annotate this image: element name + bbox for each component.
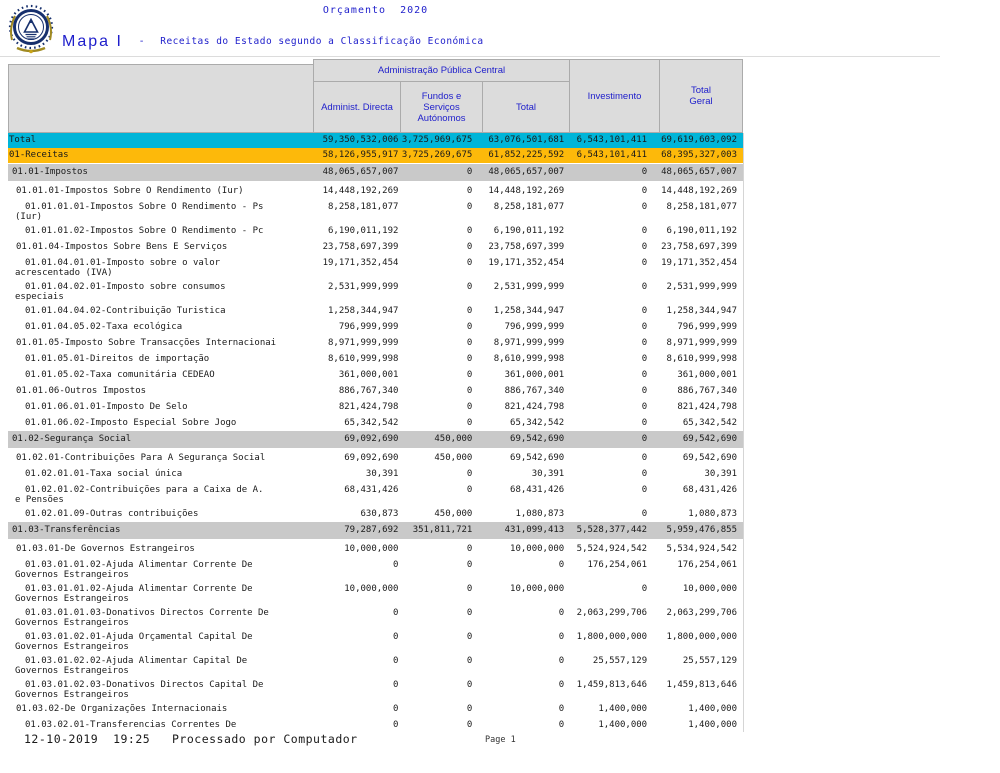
cell-value: 0 xyxy=(558,632,565,642)
cell-value: 5,534,924,542 xyxy=(666,544,737,554)
table-body xyxy=(8,133,744,732)
cell-value: 0 xyxy=(466,632,473,642)
cell-value: 1,080,873 xyxy=(688,509,737,519)
cell-value: 2,063,299,706 xyxy=(576,608,648,618)
column-header-fundos-servicos-autonomos: Fundos e Serviços Autónomos xyxy=(400,81,483,133)
map-separator: - xyxy=(138,36,145,47)
cell-value: 69,542,690 xyxy=(682,453,737,463)
table-row xyxy=(8,350,743,366)
cell-value: 821,424,798 xyxy=(504,402,565,412)
row-label-line1: 01.01.05-Imposto Sobre Transacções Internacionai xyxy=(16,338,277,348)
cell-value: 68,431,426 xyxy=(510,485,565,495)
cell-value: 351,811,721 xyxy=(412,525,473,535)
cell-value: 6,543,101,411 xyxy=(576,150,648,160)
row-label xyxy=(8,704,314,714)
row-label xyxy=(8,560,314,580)
cell-value: 63,076,501,681 xyxy=(488,135,565,145)
row-label-line1: 01.01.01-Impostos Sobre O Rendimento (Iur) xyxy=(16,186,244,196)
row-label-line1: 01.03-Transferências xyxy=(12,525,121,535)
cell-value: 2,531,999,999 xyxy=(493,282,565,292)
cell-value: 1,800,000,000 xyxy=(576,632,648,642)
row-label xyxy=(8,544,314,554)
table-row xyxy=(8,628,743,652)
row-label xyxy=(8,306,314,316)
table-row xyxy=(8,148,743,163)
cell-value: 0 xyxy=(466,680,473,690)
column-header-total-geral: Total Geral xyxy=(659,59,743,133)
row-label xyxy=(8,354,314,364)
cell-value: 19,171,352,454 xyxy=(322,258,399,268)
cell-value: 69,092,690 xyxy=(344,434,399,444)
cell-value: 30,391 xyxy=(704,469,737,479)
cell-value: 0 xyxy=(641,322,648,332)
cell-value: 0 xyxy=(466,584,473,594)
cell-value: 3,725,969,675 xyxy=(401,135,473,145)
row-label xyxy=(8,632,314,652)
table-row xyxy=(8,334,743,350)
table-row xyxy=(8,164,743,181)
cell-value: 19,171,352,454 xyxy=(488,258,565,268)
row-label-line1: 01.03.01.01.02-Ajuda Alimentar Corrente De xyxy=(25,560,253,570)
row-label-line1: 01.01.06.02-Imposto Especial Sobre Jogo xyxy=(25,418,237,428)
cell-value: 0 xyxy=(641,242,648,252)
table-row xyxy=(8,700,743,716)
cell-value: 48,065,657,007 xyxy=(322,167,399,177)
table-row xyxy=(8,278,743,302)
cell-value: 8,610,999,998 xyxy=(493,354,565,364)
cell-value: 0 xyxy=(466,402,473,412)
cell-value: 431,099,413 xyxy=(504,525,565,535)
row-label-line1: 01.01.01.02-Impostos Sobre O Rendimento - Pc xyxy=(25,226,264,236)
row-label xyxy=(8,186,314,196)
row-label xyxy=(8,469,314,479)
cell-value: 176,254,061 xyxy=(587,560,648,570)
row-label xyxy=(8,338,314,348)
row-label-line1: 01.03.01.01.02-Ajuda Alimentar Corrente De xyxy=(25,584,253,594)
row-label-line1: 01.01.04-Impostos Sobre Bens E Serviços xyxy=(16,242,228,252)
cell-value: 0 xyxy=(466,560,473,570)
cell-value: 0 xyxy=(466,202,473,212)
cell-value: 630,873 xyxy=(360,509,399,519)
cell-value: 10,000,000 xyxy=(510,584,565,594)
cell-value: 0 xyxy=(641,509,648,519)
cell-value: 0 xyxy=(641,453,648,463)
cell-value: 796,999,999 xyxy=(338,322,399,332)
row-label-line1: 01.03.01.02.03-Donativos Directos Capital De xyxy=(25,680,264,690)
cell-value: 0 xyxy=(466,167,473,177)
table-row xyxy=(8,182,743,198)
cell-value: 1,459,813,646 xyxy=(576,680,648,690)
table-row xyxy=(8,382,743,398)
cell-value: 0 xyxy=(393,656,399,666)
cell-value: 0 xyxy=(393,680,399,690)
cell-value: 59,350,532,006 xyxy=(322,135,399,145)
cell-value: 0 xyxy=(466,226,473,236)
cell-value: 65,342,542 xyxy=(510,418,565,428)
cell-value: 2,531,999,999 xyxy=(327,282,399,292)
cell-value: 65,342,542 xyxy=(344,418,399,428)
cell-value: 0 xyxy=(466,338,473,348)
cell-value: 0 xyxy=(641,370,648,380)
cell-value: 0 xyxy=(466,469,473,479)
row-label xyxy=(8,584,314,604)
cell-value: 23,758,697,399 xyxy=(661,242,737,252)
row-label-line2: Governos Estrangeiros xyxy=(15,690,129,700)
cell-value: 14,448,192,269 xyxy=(322,186,399,196)
cell-value: 6,543,101,411 xyxy=(576,135,648,145)
cell-value: 0 xyxy=(641,167,648,177)
row-label xyxy=(8,680,314,700)
cell-value: 0 xyxy=(466,282,473,292)
cell-value: 0 xyxy=(641,386,648,396)
row-label xyxy=(8,370,314,380)
cell-value: 69,542,690 xyxy=(682,434,737,444)
table-row xyxy=(8,254,743,278)
row-label-line2: Governos Estrangeiros xyxy=(15,618,129,628)
cell-value: 796,999,999 xyxy=(677,322,737,332)
row-label xyxy=(8,608,314,628)
table-row xyxy=(8,431,743,448)
cell-value: 0 xyxy=(466,704,473,714)
cell-value: 0 xyxy=(466,322,473,332)
cell-value: 8,258,181,077 xyxy=(493,202,565,212)
cell-value: 0 xyxy=(393,560,399,570)
row-label-line2: Governos Estrangeiros xyxy=(15,642,129,652)
table-row xyxy=(8,449,743,465)
cell-value: 58,126,955,917 xyxy=(322,150,399,160)
row-label-line2: Governos Estrangeiros xyxy=(15,570,129,580)
cell-value: 23,758,697,399 xyxy=(322,242,399,252)
row-label-line1: 01.01.04.05.02-Taxa ecológica xyxy=(25,322,183,332)
cell-value: 48,065,657,007 xyxy=(488,167,565,177)
cell-value: 5,524,924,542 xyxy=(576,544,648,554)
cell-value: 1,400,000 xyxy=(688,704,737,714)
cell-value: 0 xyxy=(558,680,565,690)
footer-page-number: Page 1 xyxy=(485,735,516,745)
cell-value: 1,258,344,947 xyxy=(327,306,399,316)
document-title: Orçamento 2020 xyxy=(322,5,429,16)
footer-datetime: 12-10-2019 19:25 xyxy=(24,732,151,746)
cell-value: 0 xyxy=(641,338,648,348)
table-row xyxy=(8,540,743,556)
cell-value: 0 xyxy=(466,418,473,428)
table-row xyxy=(8,414,743,430)
column-header-administ-directa: Administ. Directa xyxy=(313,81,401,133)
cell-value: 0 xyxy=(393,632,399,642)
cell-value: 0 xyxy=(466,354,473,364)
cell-value: 0 xyxy=(466,242,473,252)
row-label-line1: 01.02.01.02-Contribuições para a Caixa de A. xyxy=(25,485,264,495)
cell-value: 10,000,000 xyxy=(682,584,737,594)
row-label xyxy=(8,202,314,222)
row-label xyxy=(8,509,314,519)
cell-value: 0 xyxy=(641,202,648,212)
map-heading xyxy=(62,31,484,51)
cell-value: 69,092,690 xyxy=(344,453,399,463)
cell-value: 886,767,340 xyxy=(338,386,399,396)
cell-value: 450,000 xyxy=(434,453,473,463)
cell-value: 361,000,001 xyxy=(677,370,737,380)
row-label xyxy=(8,242,314,252)
cell-value: 0 xyxy=(466,306,473,316)
cell-value: 8,258,181,077 xyxy=(666,202,737,212)
footer-processed-by: Processado por Computador xyxy=(172,732,358,746)
table-row xyxy=(8,318,743,334)
row-label-line1: 01.03.01.01.03-Donativos Directos Corrente De xyxy=(25,608,269,618)
row-label-line1: 01.01-Impostos xyxy=(12,167,88,177)
row-label xyxy=(8,402,314,412)
cell-value: 0 xyxy=(393,608,399,618)
cell-value: 1,459,813,646 xyxy=(666,680,737,690)
cell-value: 5,959,476,855 xyxy=(666,525,737,535)
table-row xyxy=(8,505,743,521)
table-row xyxy=(8,556,743,580)
table-row xyxy=(8,676,743,700)
table-row xyxy=(8,198,743,222)
table-row xyxy=(8,133,743,148)
cell-value: 0 xyxy=(641,226,648,236)
cell-value: 19,171,352,454 xyxy=(661,258,737,268)
table-row xyxy=(8,398,743,414)
cell-value: 0 xyxy=(641,434,648,444)
cell-value: 0 xyxy=(641,584,648,594)
row-label-line1: 01.01.05.02-Taxa comunitária CEDEAO xyxy=(25,370,215,380)
row-label-line1: 01.01.06.01.01-Imposto De Selo xyxy=(25,402,188,412)
row-label-line2: (Iur) xyxy=(15,212,43,222)
row-label xyxy=(8,164,314,181)
cell-value: 0 xyxy=(393,720,399,730)
cell-value: 23,758,697,399 xyxy=(488,242,565,252)
cell-value: 69,542,690 xyxy=(510,434,565,444)
cell-value: 30,391 xyxy=(531,469,565,479)
row-label xyxy=(8,386,314,396)
row-label-line1: Total xyxy=(9,135,37,145)
cell-value: 8,971,999,999 xyxy=(493,338,565,348)
row-label xyxy=(8,656,314,676)
cell-value: 79,287,692 xyxy=(344,525,399,535)
cell-value: 10,000,000 xyxy=(510,544,565,554)
cell-value: 68,395,327,003 xyxy=(661,150,737,160)
cell-value: 0 xyxy=(641,306,648,316)
cell-value: 796,999,999 xyxy=(504,322,565,332)
header-divider xyxy=(0,56,940,57)
cell-value: 886,767,340 xyxy=(677,386,737,396)
cell-value: 1,400,000 xyxy=(598,720,648,730)
cell-value: 25,557,129 xyxy=(682,656,737,666)
cell-value: 0 xyxy=(466,186,473,196)
cell-value: 0 xyxy=(641,402,648,412)
cell-value: 0 xyxy=(641,282,648,292)
cell-value: 1,400,000 xyxy=(598,704,648,714)
cell-value: 1,080,873 xyxy=(515,509,565,519)
row-label-line2: acrescentado (IVA) xyxy=(15,268,113,278)
cell-value: 0 xyxy=(466,608,473,618)
cell-value: 0 xyxy=(641,469,648,479)
row-label-line1: 01.03.02-De Organizações Internacionais xyxy=(16,704,228,714)
cell-value: 0 xyxy=(641,354,648,364)
row-label xyxy=(8,282,314,302)
cell-value: 0 xyxy=(466,656,473,666)
row-label xyxy=(8,453,314,463)
cell-value: 69,542,690 xyxy=(510,453,565,463)
cell-value: 361,000,001 xyxy=(338,370,399,380)
cell-value: 68,431,426 xyxy=(682,485,737,495)
cell-value: 8,971,999,999 xyxy=(666,338,737,348)
row-label-line1: 01.01.04.01.01-Imposto sobre o valor xyxy=(25,258,221,268)
cell-value: 1,258,344,947 xyxy=(493,306,565,316)
row-label-line1: 01.02.01-Contribuições Para A Segurança Social xyxy=(16,453,266,463)
cell-value: 8,610,999,998 xyxy=(327,354,399,364)
table-row xyxy=(8,716,743,732)
cell-value: 0 xyxy=(466,258,473,268)
row-label-line1: 01.03.01.02.01-Ajuda Orçamental Capital De xyxy=(25,632,253,642)
row-label xyxy=(8,418,314,428)
cell-value: 176,254,061 xyxy=(677,560,737,570)
cell-value: 10,000,000 xyxy=(344,584,399,594)
cell-value: 14,448,192,269 xyxy=(488,186,565,196)
row-label xyxy=(8,226,314,236)
cell-value: 65,342,542 xyxy=(682,418,737,428)
cell-value: 0 xyxy=(641,186,648,196)
cell-value: 0 xyxy=(466,544,473,554)
table-header xyxy=(8,59,743,133)
cell-value: 821,424,798 xyxy=(677,402,737,412)
row-label xyxy=(8,522,314,539)
cell-value: 0 xyxy=(641,485,648,495)
row-label-column-header xyxy=(8,64,314,133)
cell-value: 8,610,999,998 xyxy=(666,354,737,364)
cell-value: 8,258,181,077 xyxy=(327,202,399,212)
cell-value: 5,528,377,442 xyxy=(576,525,648,535)
cell-value: 450,000 xyxy=(434,509,473,519)
cell-value: 0 xyxy=(466,485,473,495)
cell-value: 821,424,798 xyxy=(338,402,399,412)
cell-value: 6,190,011,192 xyxy=(327,226,399,236)
column-header-total: Total xyxy=(482,81,570,133)
table-row xyxy=(8,222,743,238)
table-row xyxy=(8,238,743,254)
row-label xyxy=(8,148,314,163)
row-label-line1: 01.03.01-De Governos Estrangeiros xyxy=(16,544,195,554)
table-row xyxy=(8,580,743,604)
cell-value: 68,431,426 xyxy=(344,485,399,495)
column-header-investimento: Investimento xyxy=(569,59,660,133)
row-label-line2: e Pensões xyxy=(15,495,64,505)
cell-value: 14,448,192,269 xyxy=(661,186,737,196)
column-group-administracao-publica-central: Administração Pública Central xyxy=(313,59,570,82)
cell-value: 0 xyxy=(558,608,565,618)
cell-value: 450,000 xyxy=(434,434,473,444)
row-label xyxy=(8,720,314,730)
table-row xyxy=(8,652,743,676)
row-label-line1: 01.01.06-Outros Impostos xyxy=(16,386,147,396)
cell-value: 886,767,340 xyxy=(504,386,565,396)
cell-value: 2,531,999,999 xyxy=(666,282,737,292)
row-label-line1: 01.03.02.01-Transferencias Correntes De xyxy=(25,720,237,730)
row-label xyxy=(8,133,314,148)
cell-value: 0 xyxy=(558,704,565,714)
cell-value: 0 xyxy=(558,560,565,570)
row-label-line1: 01.02-Segurança Social xyxy=(12,434,132,444)
row-label-line1: 01.01.04.02.01-Imposto sobre consumos xyxy=(25,282,226,292)
row-label-line1: 01.01.04.04.02-Contribuição Turistica xyxy=(25,306,226,316)
cell-value: 0 xyxy=(641,418,648,428)
row-label-line1: 01.01.05.01-Direitos de importação xyxy=(25,354,210,364)
cell-value: 0 xyxy=(558,720,565,730)
cell-value: 2,063,299,706 xyxy=(666,608,737,618)
cell-value: 0 xyxy=(466,370,473,380)
row-label-line1: 01.02.01.01-Taxa social única xyxy=(25,469,183,479)
row-label-line1: 01.01.01.01-Impostos Sobre O Rendimento - Ps xyxy=(25,202,264,212)
cell-value: 69,619,603,092 xyxy=(661,135,737,145)
cell-value: 1,800,000,000 xyxy=(666,632,737,642)
cell-value: 361,000,001 xyxy=(504,370,565,380)
cell-value: 3,725,269,675 xyxy=(401,150,473,160)
cell-value: 0 xyxy=(466,720,473,730)
map-title: Mapa I xyxy=(62,33,123,50)
map-subtitle: Receitas do Estado segundo a Classificação Económica xyxy=(160,36,484,47)
row-label-line2: Governos Estrangeiros xyxy=(15,594,129,604)
table-row xyxy=(8,465,743,481)
table-row xyxy=(8,481,743,505)
table-row xyxy=(8,522,743,539)
row-label xyxy=(8,258,314,278)
row-label-line2: especiais xyxy=(15,292,64,302)
cell-value: 8,971,999,999 xyxy=(327,338,399,348)
row-label-line1: 01.02.01.09-Outras contribuições xyxy=(25,509,199,519)
row-label xyxy=(8,322,314,332)
cell-value: 6,190,011,192 xyxy=(493,226,565,236)
row-label xyxy=(8,485,314,505)
cell-value: 0 xyxy=(558,656,565,666)
row-label-line2: Governos Estrangeiros xyxy=(15,666,129,676)
cell-value: 25,557,129 xyxy=(592,656,648,666)
cell-value: 61,852,225,592 xyxy=(488,150,565,160)
cell-value: 30,391 xyxy=(365,469,399,479)
row-label-line1: 01-Receitas xyxy=(9,150,69,160)
table-row xyxy=(8,366,743,382)
cell-value: 0 xyxy=(641,258,648,268)
row-label xyxy=(8,431,314,448)
cell-value: 1,258,344,947 xyxy=(666,306,737,316)
cell-value: 6,190,011,192 xyxy=(666,226,737,236)
cell-value: 10,000,000 xyxy=(344,544,399,554)
table-row xyxy=(8,302,743,318)
cell-value: 1,400,000 xyxy=(688,720,737,730)
cell-value: 0 xyxy=(393,704,399,714)
cell-value: 0 xyxy=(466,386,473,396)
row-label-line1: 01.03.01.02.02-Ajuda Alimentar Capital De xyxy=(25,656,248,666)
cell-value: 48,065,657,007 xyxy=(661,167,737,177)
table-row xyxy=(8,604,743,628)
